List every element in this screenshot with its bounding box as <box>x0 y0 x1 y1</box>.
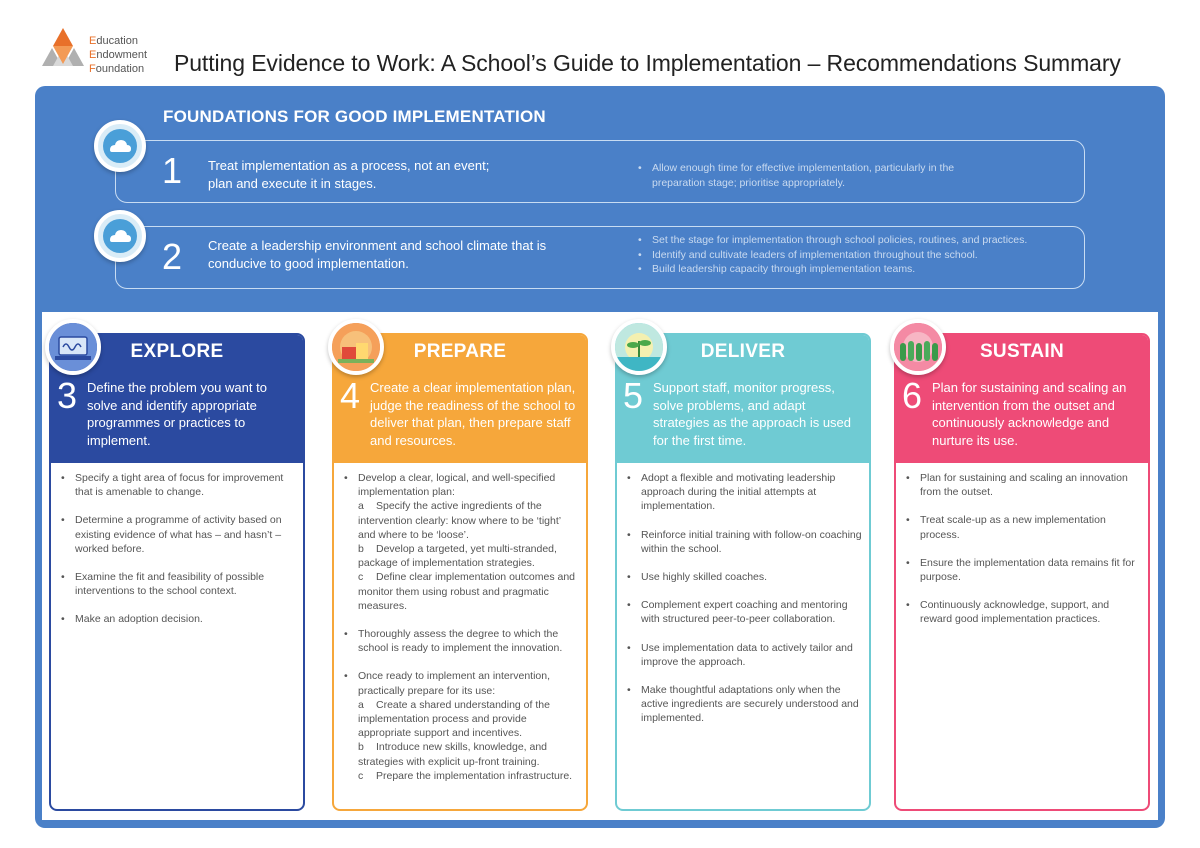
list-item: • Plan for sustaining and scaling an innovation from the outset. <box>904 471 1142 499</box>
recommendation-2-number: 2 <box>162 236 183 277</box>
sub-item: a Specify the active ingredients of the intervention clearly: know where to be ‘tight’ and where to be ‘loose’. <box>358 500 561 541</box>
foundations-title: FOUNDATIONS FOR GOOD IMPLEMENTATION <box>163 107 546 126</box>
prepare-number: 4 <box>340 375 361 416</box>
list-item: • Develop a clear, logical, and well-specified implementation plan: a Specify the active ingredients of the intervention clearly: know where to be ‘tight’ and where to be ‘loose’. b Develop a targeted, yet multi-stranded, package of implementation strategies. c Define clear implementation outcomes and monitor them using robust and pragmatic measures. <box>342 471 580 613</box>
sustain-title: SUSTAIN <box>979 341 1065 362</box>
sub-item: b Develop a targeted, yet multi-stranded, package of implementation strategies. <box>358 543 557 570</box>
laptop-icon <box>45 319 101 375</box>
list-item: • Specify a tight area of focus for improvement that is amenable to change. <box>59 471 297 499</box>
forest-icon <box>890 319 946 375</box>
prepare-description: Create a clear implementation plan, judge the readiness of the school to deliver that plan, then prepare staff and resources. <box>370 380 576 448</box>
recommendation-1-bullets <box>636 161 956 190</box>
deliver-number: 5 <box>623 375 644 416</box>
sustain-number: 6 <box>902 375 923 416</box>
page-title: Putting Evidence to Work: A School’s Guide to Implementation – Recommendations Summary <box>174 50 1121 76</box>
list-item: • Examine the fit and feasibility of possible interventions to the school context. <box>59 570 297 598</box>
recommendation-2-bullets <box>636 233 1056 277</box>
recommendation-1-number: 1 <box>162 150 183 191</box>
sub-item: b Introduce new skills, knowledge, and strategies with explicit up-front training. <box>358 741 548 768</box>
sustain-description: Plan for sustaining and scaling an intervention from the outset and continuously acknowledge and nurture its use. <box>932 380 1127 448</box>
list-item: • Once ready to implement an intervention, practically prepare for its use: a Create a shared understanding of the implementation process and provide appropriate support and incentives. b Introduce new skills, knowledge, and strategies with explicit up-front training. c Prepare the implementation infrastructure. <box>342 669 580 783</box>
seedling-icon <box>611 319 667 375</box>
cloud-icon <box>94 210 146 262</box>
explore-column <box>49 333 305 811</box>
prepare-column <box>332 333 588 811</box>
list-item: • Determine a programme of activity based on existing evidence of what has – and hasn’t – worked before. <box>59 513 297 556</box>
list-item: • Ensure the implementation data remains fit for purpose. <box>904 556 1142 584</box>
explore-description: Define the problem you want to solve and identify appropriate programmes or practices to implement. <box>87 380 267 448</box>
recommendation-1-text: Treat implementation as a process, not an event; plan and execute it in stages. <box>208 158 490 191</box>
explore-list <box>59 471 297 641</box>
list-item: • Use highly skilled coaches. <box>625 570 863 584</box>
explore-title: EXPLORE <box>130 341 224 362</box>
list-item: • Thoroughly assess the degree to which the school is ready to implement the innovation. <box>342 627 580 655</box>
list-item: • Build leadership capacity through implementation teams. <box>636 262 1056 277</box>
sustain-column <box>894 333 1150 811</box>
list-item: • Treat scale-up as a new implementation process. <box>904 513 1142 541</box>
list-item: • Allow enough time for effective implementation, particularly in the preparation stage; prioritise appropriately. <box>636 161 956 190</box>
list-item: • Reinforce initial training with follow-on coaching within the school. <box>625 528 863 556</box>
list-item: • Identify and cultivate leaders of implementation throughout the school. <box>636 248 1056 263</box>
deliver-list <box>625 471 863 740</box>
deliver-description: Support staff, monitor progress, solve problems, and adapt strategies as the approach is used for the first time. <box>653 380 852 448</box>
prepare-list <box>342 471 580 797</box>
list-item: • Adopt a flexible and motivating leadership approach during the initial attempts at implementation. <box>625 471 863 514</box>
recommendation-2-text: Create a leadership environment and school climate that is conducive to good implementation. <box>208 238 547 271</box>
sub-item: c Prepare the implementation infrastructure. <box>358 769 573 782</box>
list-item: • Make an adoption decision. <box>59 612 297 626</box>
list-item: • Complement expert coaching and mentoring with structured peer-to-peer collaboration. <box>625 598 863 626</box>
sub-item: c Define clear implementation outcomes and monitor them using robust and pragmatic measures. <box>358 571 576 612</box>
sustain-list <box>904 471 1142 641</box>
explore-number: 3 <box>57 375 78 416</box>
deliver-title: DELIVER <box>700 341 786 362</box>
list-item: • Make thoughtful adaptations only when the active ingredients are securely understood and implemented. <box>625 683 863 726</box>
list-item: • Use implementation data to actively tailor and improve the approach. <box>625 641 863 669</box>
list-item: • Continuously acknowledge, support, and reward good implementation practices. <box>904 598 1142 626</box>
toolbox-icon <box>328 319 384 375</box>
sub-item: a Create a shared understanding of the implementation process and provide appropriate support and incentives. <box>358 698 550 740</box>
deliver-column <box>615 333 871 811</box>
cloud-icon <box>94 120 146 172</box>
prepare-title: PREPARE <box>413 341 507 362</box>
eef-logo-text: Education Endowment Foundation <box>89 35 148 75</box>
list-item: • Set the stage for implementation through school policies, routines, and practices. <box>636 233 1056 248</box>
